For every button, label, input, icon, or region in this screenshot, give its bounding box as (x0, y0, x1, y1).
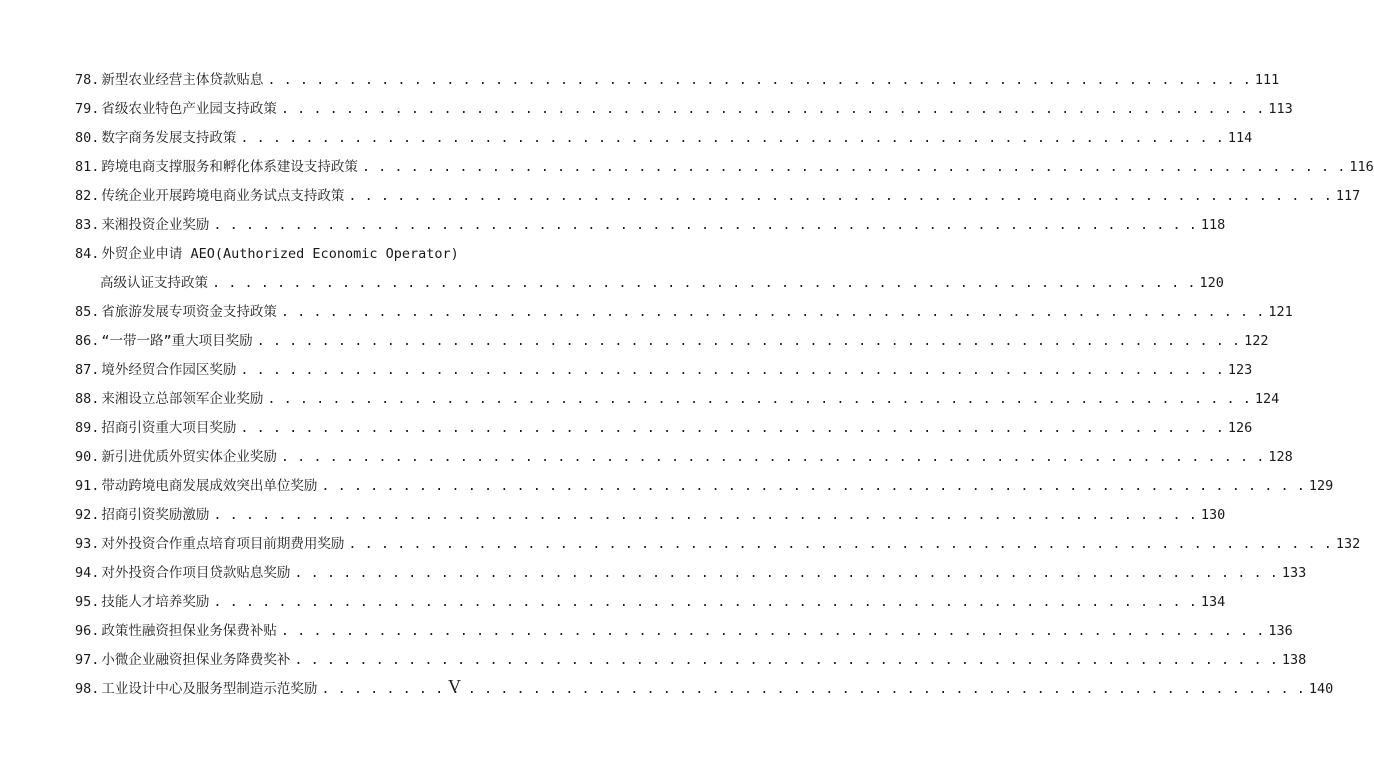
entry-page-number: 120 (1199, 275, 1224, 291)
dot-leader (240, 124, 1223, 153)
entry-title: 外贸企业申请 AEO(Authorized Economic Operator) (101, 246, 459, 262)
entry-title: 新型农业经营主体贷款贴息 (101, 72, 264, 88)
entry-page-number: 124 (1254, 391, 1280, 407)
toc-entry[interactable] (75, 95, 1293, 124)
dot-leader (281, 95, 1264, 124)
entry-page-number: 113 (1268, 101, 1293, 117)
toc-entry[interactable] (75, 646, 1307, 675)
toc-entry[interactable] (75, 414, 1253, 443)
entry-page-number: 130 (1200, 507, 1226, 523)
entry-page-number: 140 (1308, 681, 1334, 697)
dot-leader (348, 182, 1331, 211)
entry-title: 技能人才培养奖励 (101, 594, 210, 610)
entry-title: 来湘投资企业奖励 (101, 217, 210, 233)
entry-title-continuation: 高级认证支持政策 (100, 275, 208, 291)
toc-entry-continuation[interactable] (75, 269, 1224, 298)
entry-number: 87. (75, 362, 100, 378)
toc-entry[interactable] (75, 240, 463, 269)
entry-number: 81. (75, 159, 100, 175)
toc-entry[interactable] (75, 182, 1361, 211)
entry-number: 95. (75, 594, 100, 610)
entry-number: 86. (75, 333, 100, 349)
entry-number: 93. (75, 536, 100, 552)
entry-title: 对外投资合作项目贷款贴息奖励 (101, 565, 291, 581)
toc-entry[interactable] (75, 472, 1334, 501)
toc-entry[interactable] (75, 617, 1293, 646)
entry-page-number: 114 (1227, 130, 1253, 146)
dot-leader (257, 327, 1240, 356)
entry-title: 境外经贸合作园区奖励 (101, 362, 237, 378)
entry-page-number: 138 (1281, 652, 1307, 668)
toc-entry[interactable] (75, 153, 1374, 182)
dot-leader (281, 298, 1264, 327)
entry-title: 带动跨境电商发展成效突出单位奖励 (101, 478, 318, 494)
entry-number: 92. (75, 507, 100, 523)
table-of-contents (75, 66, 1374, 704)
dot-leader (267, 385, 1250, 414)
toc-entry[interactable] (75, 211, 1226, 240)
entry-page-number: 133 (1281, 565, 1307, 581)
entry-number: 84. (75, 246, 100, 262)
entry-title: 传统企业开展跨境电商业务试点支持政策 (101, 188, 345, 204)
entry-page-number: 118 (1200, 217, 1226, 233)
toc-entry[interactable] (75, 588, 1226, 617)
dot-leader (321, 675, 1304, 704)
dot-leader (213, 588, 1196, 617)
entry-page-number: 136 (1268, 623, 1293, 639)
entry-title: 新引进优质外贸实体企业奖励 (101, 449, 277, 465)
entry-page-number: 132 (1335, 536, 1361, 552)
entry-page-number: 126 (1227, 420, 1253, 436)
entry-page-number: 129 (1308, 478, 1334, 494)
entry-number: 79. (75, 101, 100, 117)
entry-number: 82. (75, 188, 100, 204)
toc-entry[interactable] (75, 501, 1226, 530)
toc-entry[interactable] (75, 124, 1253, 153)
entry-number: 89. (75, 420, 100, 436)
entry-page-number: 121 (1268, 304, 1293, 320)
toc-entry[interactable] (75, 675, 1334, 704)
entry-number: 98. (75, 681, 100, 697)
entry-title: 政策性融资担保业务保费补贴 (101, 623, 277, 639)
entry-title: 招商引资重大项目奖励 (101, 420, 237, 436)
dot-leader (240, 414, 1223, 443)
dot-leader (321, 472, 1304, 501)
entry-page-number: 111 (1254, 72, 1280, 88)
entry-page-number: 116 (1349, 159, 1374, 175)
entry-number: 90. (75, 449, 100, 465)
entry-number: 94. (75, 565, 100, 581)
toc-entry[interactable] (75, 66, 1280, 95)
toc-entry[interactable] (75, 356, 1253, 385)
entry-title: 招商引资奖励激励 (101, 507, 210, 523)
toc-entry[interactable] (75, 298, 1293, 327)
entry-page-number: 134 (1200, 594, 1226, 610)
entry-title: 工业设计中心及服务型制造示范奖励 (101, 681, 318, 697)
entry-number: 91. (75, 478, 100, 494)
toc-entry[interactable] (75, 385, 1280, 414)
toc-entry[interactable] (75, 559, 1307, 588)
entry-number: 88. (75, 391, 100, 407)
entry-number: 78. (75, 72, 100, 88)
entry-title: “一带一路”重大项目奖励 (101, 333, 253, 349)
footer-page-number: V (448, 676, 461, 696)
dot-leader (213, 211, 1196, 240)
entry-page-number: 122 (1244, 333, 1269, 349)
dot-leader (240, 356, 1223, 385)
entry-title: 对外投资合作重点培育项目前期费用奖励 (101, 536, 345, 552)
toc-entry[interactable] (75, 530, 1361, 559)
dot-leader (267, 66, 1250, 95)
entry-page-number: 128 (1268, 449, 1293, 465)
dot-leader (294, 559, 1277, 588)
dot-leader (362, 153, 1345, 182)
entry-number: 83. (75, 217, 100, 233)
entry-number: 85. (75, 304, 100, 320)
entry-title: 来湘设立总部领军企业奖励 (101, 391, 264, 407)
entry-title: 小微企业融资担保业务降费奖补 (101, 652, 291, 668)
dot-leader (281, 617, 1264, 646)
dot-leader (213, 501, 1196, 530)
entry-title: 跨境电商支撑服务和孵化体系建设支持政策 (101, 159, 358, 175)
dot-leader (212, 269, 1195, 298)
entry-number: 97. (75, 652, 100, 668)
entry-page-number: 117 (1335, 188, 1361, 204)
entry-title: 省级农业特色产业园支持政策 (101, 101, 277, 117)
dot-leader (348, 530, 1331, 559)
toc-entry[interactable] (75, 327, 1269, 356)
entry-title: 省旅游发展专项资金支持政策 (101, 304, 277, 320)
entry-page-number: 123 (1227, 362, 1253, 378)
dot-leader (294, 646, 1277, 675)
toc-entry[interactable] (75, 443, 1293, 472)
dot-leader (281, 443, 1264, 472)
entry-number: 80. (75, 130, 100, 146)
entry-title: 数字商务发展支持政策 (101, 130, 237, 146)
entry-number: 96. (75, 623, 100, 639)
